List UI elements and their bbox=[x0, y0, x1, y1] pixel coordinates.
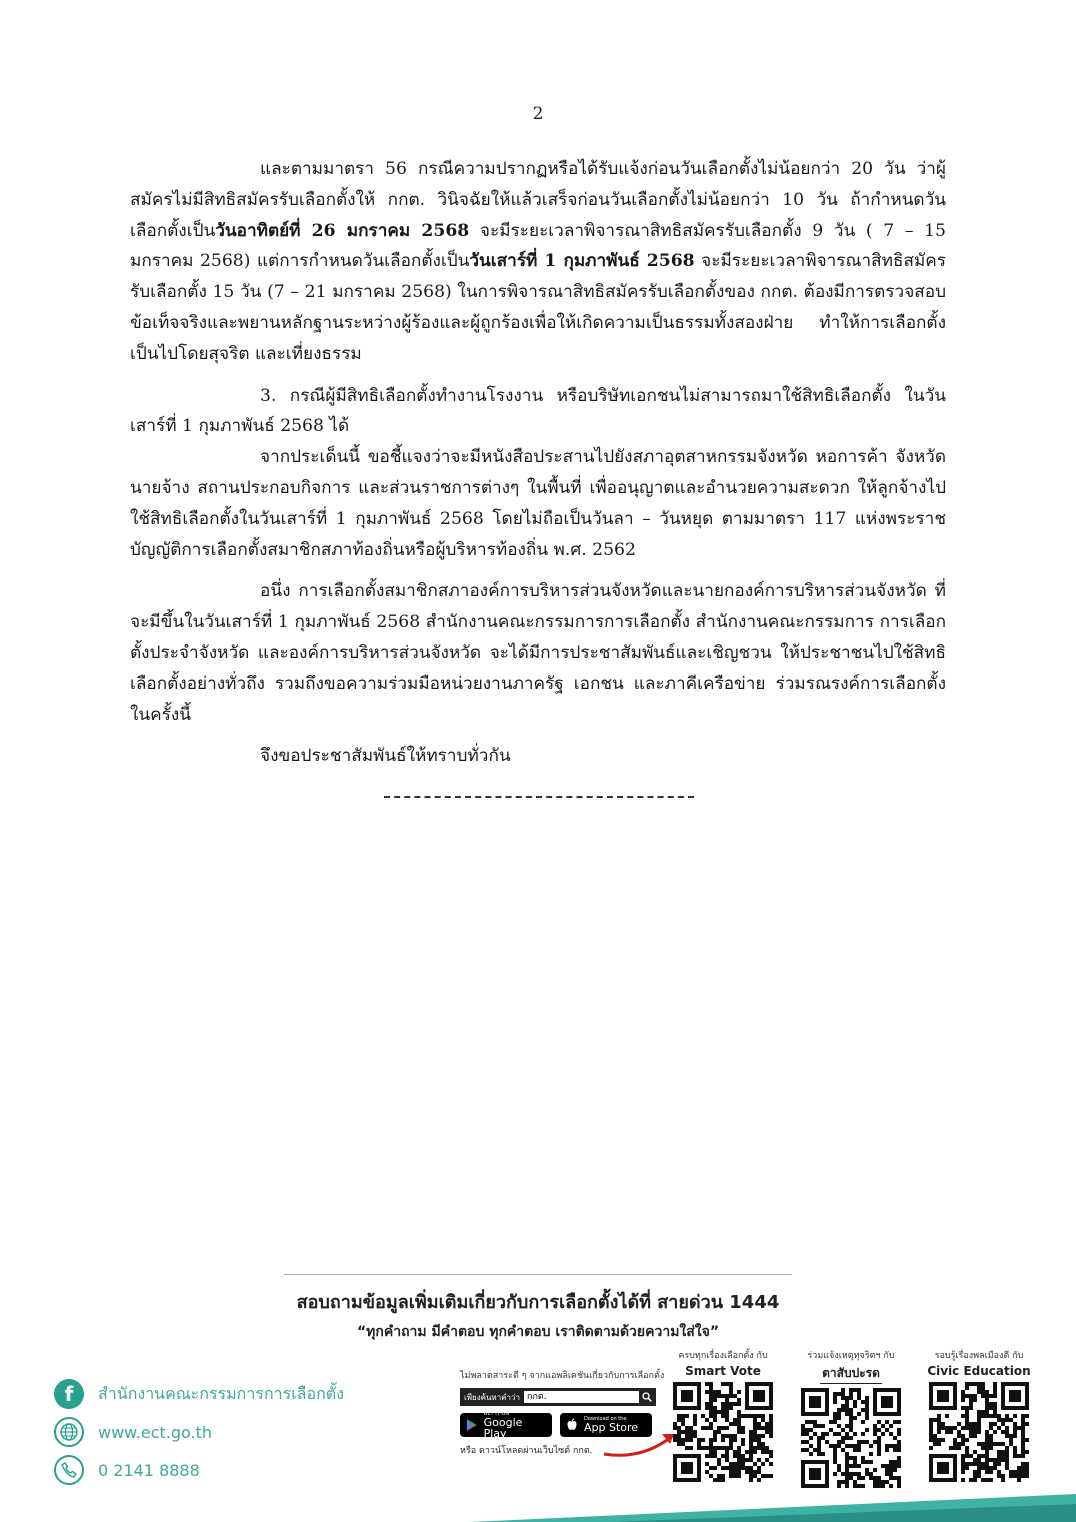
website-contact[interactable] bbox=[54, 1417, 212, 1447]
facebook-icon: f bbox=[54, 1379, 84, 1409]
qr-caption: ครบทุกเรื่องเลือกตั้ง กับ bbox=[678, 1351, 768, 1361]
qr-title: ตาสับปะรด bbox=[820, 1364, 882, 1384]
page-number: 2 bbox=[532, 104, 544, 124]
google-big: Google Play bbox=[483, 1415, 523, 1440]
qr-smart-vote[interactable] bbox=[668, 1348, 778, 1482]
search-label: เพียงค้นหาคำว่า bbox=[464, 1392, 521, 1402]
google-small: GET IT ON bbox=[483, 1410, 510, 1417]
qr-code-icon bbox=[929, 1382, 1029, 1482]
search-icon bbox=[642, 1392, 652, 1402]
paragraph-campaign: อนึ่ง การเลือกตั้งสมาชิกสภาองค์การบริหารส่วนจังหวัดและนายกองค์การบริหารส่วนจังหวัด ที่จะมีขึ้นในวันเสาร์ที่ 1 กุมภาพันธ์ 2568 สำนักงานคณะกรรมการการเลือกตั้ง สำนักงานคณะกรรมการ การเลือกตั้งประจำจังหวัด และองค์การบริหารส่วนจังหวัด จะได้มีการประชาสัมพันธ์และเชิญชวน ให้ประชาชนไปใช้สิทธิเลือกตั้งอย่างทั่วถึง รวมถึงขอความร่วมมือหน่วยงานภาครัฐ เอกชน และภาคีเครือข่าย ร่วมรณรงค์การเลือกตั้งในครั้งนี้ bbox=[130, 581, 946, 725]
website-label: www.ect.go.th bbox=[98, 1422, 213, 1442]
apple-big: App Store bbox=[584, 1421, 639, 1434]
para-text: และตามมาตรา 56 กรณีความปรากฏหรือได้รับแจ้งก่อนวันเลือกตั้งไม่น้อยกว่า 20 วัน ว่าผู้สมัครไม่มีสิทธิสมัครรับเลือกตั้งให้ กกต. วินิจฉัยให้แล้วเสร็จก่อนวันเลือกตั้งไม่น้อยกว่า 10 วัน ถ้ากำหนดวันเลือกตั้งเป็น bbox=[130, 159, 946, 241]
apple-small: Download on the bbox=[584, 1416, 627, 1422]
paragraph-article-56 bbox=[130, 154, 946, 370]
phone-icon bbox=[54, 1455, 84, 1485]
qr-code-icon bbox=[673, 1382, 773, 1482]
app-caption: ไม่พลาดสาระดี ๆ จากแอพลิเคชันเกี่ยวกับการเลือกตั้ง bbox=[460, 1371, 665, 1381]
qr-title: Smart Vote bbox=[685, 1364, 761, 1378]
qr-tasapparod[interactable] bbox=[796, 1348, 906, 1488]
apple-icon bbox=[565, 1418, 579, 1432]
globe-icon bbox=[54, 1417, 84, 1447]
bold-date-saturday: วันเสาร์ที่ 1 กุมภาพันธ์ 2568 bbox=[469, 251, 695, 272]
paragraph-clarification: จากประเด็นนี้ ขอชี้แจงว่าจะมีหนังสือประสานไปยังสภาอุตสาหกรรมจังหวัด หอการค้า จังหวัด นายจ้าง สถานประกอบกิจการ และส่วนราชการต่างๆ ในพื้นที่ เพื่ออนุญาตและอำนวยความสะดวก ให้ลูกจ้างไปใช้สิทธิเลือกตั้งในวันเสาร์ที่ 1 กุมภาพันธ์ 2568 โดยไม่ถือเป็นวันลา – วันหยุด ตามมาตรา 117 แห่งพระราชบัญญัติการเลือกตั้งสมาชิกสภาท้องถิ่นหรือผู้บริหารท้องถิ่น พ.ศ. 2562 bbox=[130, 447, 946, 560]
end-of-document-rule bbox=[384, 796, 694, 798]
decorative-band bbox=[430, 1488, 1076, 1522]
facebook-label: สำนักงานคณะกรรมการการเลือกตั้ง bbox=[98, 1383, 344, 1403]
phone-label: 0 2141 8888 bbox=[98, 1460, 200, 1480]
qr-civic-education[interactable] bbox=[924, 1348, 1034, 1482]
qr-caption: รอบรู้เรื่องพลเมืองดี กับ bbox=[934, 1351, 1024, 1361]
hotline-heading: สอบถามข้อมูลเพิ่มเติมเกี่ยวกับการเลือกตั้งได้ที่ สายด่วน 1444 bbox=[296, 1292, 780, 1313]
qr-caption: ร่วมแจ้งเหตุทุจริตฯ กับ bbox=[807, 1351, 895, 1361]
qr-code-icon bbox=[801, 1388, 901, 1488]
store-search-bar bbox=[460, 1388, 656, 1406]
facebook-contact[interactable] bbox=[54, 1379, 344, 1409]
para-text: จะมีระยะเวลาพิจารณาสิทธิสมัครรับเลือกตั้ง 9 วัน ( 7 – 15 มกราคม 2568) แต่การกำหนดวันเลือกตั้งเป็น bbox=[130, 220, 946, 272]
para-text: จะมีระยะเวลาพิจารณาสิทธิสมัครรับเลือกตั้ง 15 วัน (7 – 21 มกราคม 2568) ในการพิจารณาสิทธิสมัครรับเลือกตั้งของ กกต. ต้องมีการตรวจสอบข้อเท็จจริงและพยานหลักฐานระหว่างผู้ร้องและผู้ถูกร้องเพื่อให้เกิดความเป็นธรรมทั้งสองฝ่าย ทำให้การเลือกตั้งเป็นไปโดยสุจริต และเที่ยงธรรม bbox=[130, 251, 946, 364]
qr-title: Civic Education bbox=[927, 1364, 1031, 1378]
document-body bbox=[130, 154, 946, 772]
google-play-icon bbox=[465, 1418, 479, 1432]
website-download-note: หรือ ดาวน์โหลดผ่านเว็บไซต์ กกต. bbox=[460, 1446, 593, 1456]
bold-date-sunday: วันอาทิตย์ที่ 26 มกราคม 2568 bbox=[215, 220, 470, 241]
slogan: “ทุกคำถาม มีคำตอบ ทุกคำตอบ เราติดตามด้วยความใส่ใจ” bbox=[356, 1324, 720, 1340]
paragraph-item-3: 3. กรณีผู้มีสิทธิเลือกตั้งทำงานโรงงาน หรือบริษัทเอกชนไม่สามารถมาใช้สิทธิเลือกตั้ง ในวันเสาร์ที่ 1 กุมภาพันธ์ 2568 ได้ bbox=[130, 385, 946, 437]
search-field: กกต. bbox=[524, 1391, 639, 1403]
phone-contact[interactable] bbox=[54, 1455, 200, 1485]
google-play-badge[interactable] bbox=[460, 1410, 552, 1440]
footer-divider bbox=[284, 1274, 792, 1275]
paragraph-closing: จึงขอประชาสัมพันธ์ให้ทราบทั่วกัน bbox=[260, 746, 511, 767]
